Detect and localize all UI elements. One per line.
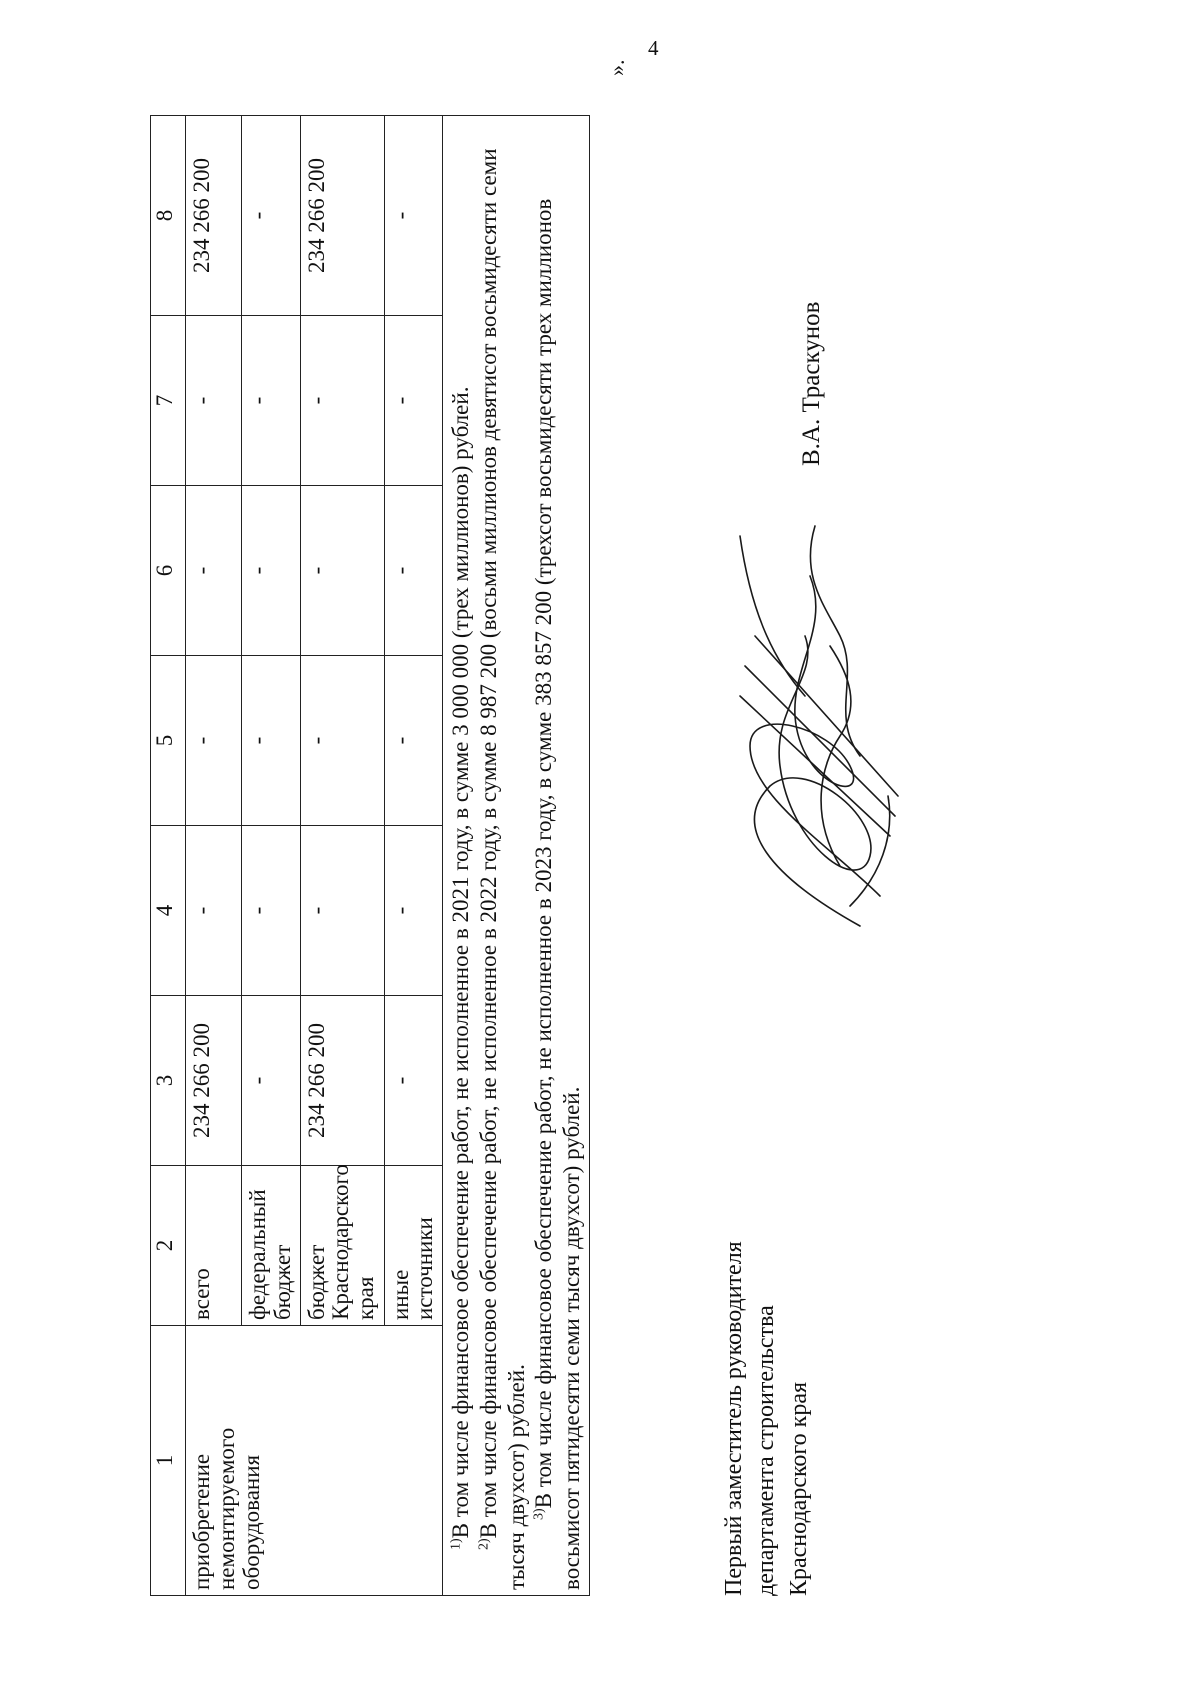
table-cell: -: [300, 826, 384, 996]
table-cell: -: [384, 656, 443, 826]
column-header: 2: [151, 1166, 186, 1326]
footnote-mark: 2): [476, 1538, 492, 1550]
page-number: 4: [648, 36, 659, 60]
table-cell: -: [242, 656, 301, 826]
column-header: 5: [151, 656, 186, 826]
footnotes: [443, 116, 590, 1596]
table-cell: -: [242, 826, 301, 996]
signatory-title: [718, 1241, 815, 1596]
footnote-text: В том числе финансовое обеспечение работ, не исполненное в 2022 году, в сумме 8 987 200 (восьми миллионов девятисот восьмидесяти семи тысяч двухсот) рублей.: [475, 148, 529, 1590]
signer-name: В.А. Траскунов: [798, 301, 825, 466]
item-label: приобретение немонтируемого оборудования: [186, 1326, 443, 1596]
handwritten-signature: [710, 516, 910, 936]
table-cell: -: [384, 486, 443, 656]
table-cell: -: [186, 316, 242, 486]
column-header: 7: [151, 316, 186, 486]
table-cell: -: [384, 116, 443, 316]
table-header-row: [151, 116, 186, 1596]
funding-source: бюджет Краснодарского края: [300, 1166, 384, 1326]
table-cell: -: [300, 316, 384, 486]
table-cell: 234 266 200: [186, 996, 242, 1166]
funding-source: иные источники: [384, 1166, 443, 1326]
column-header: 8: [151, 116, 186, 316]
column-header: 1: [151, 1326, 186, 1596]
table-cell: 234 266 200: [186, 116, 242, 316]
column-header: 6: [151, 486, 186, 656]
financing-table: [150, 115, 590, 1596]
table-cell: -: [384, 316, 443, 486]
closing-quote: ».: [604, 59, 629, 76]
table-cell: -: [242, 316, 301, 486]
table-cell: -: [186, 826, 242, 996]
footnote: [475, 121, 530, 1590]
table-cell: -: [186, 656, 242, 826]
table-cell: -: [242, 486, 301, 656]
table-cell: -: [300, 656, 384, 826]
table-cell: -: [242, 996, 301, 1166]
footnote-mark: 1): [448, 1538, 464, 1550]
funding-source: федеральный бюджет: [242, 1166, 301, 1326]
signatory-line: департамента строительства: [753, 1305, 780, 1596]
funding-source: всего: [186, 1166, 242, 1326]
table-cell: -: [384, 996, 443, 1166]
landscape-content: [150, 59, 1050, 1596]
table-cell: 234 266 200: [300, 996, 384, 1166]
footnotes-row: [443, 116, 590, 1596]
table-cell: -: [186, 486, 242, 656]
footnote: [447, 121, 475, 1590]
column-header: 3: [151, 996, 186, 1166]
footnote: [530, 121, 585, 1590]
signatory-line: Краснодарского края: [785, 1381, 812, 1596]
table-cell: -: [300, 486, 384, 656]
signatory-line: Первый заместитель руководителя: [721, 1241, 747, 1596]
table-cell: 234 266 200: [300, 116, 384, 316]
footnote-mark: 3): [531, 1508, 547, 1520]
column-header: 4: [151, 826, 186, 996]
table-cell: -: [242, 116, 301, 316]
footnote-text: В том числе финансовое обеспечение работ, не исполненное в 2021 году, в сумме 3 000 000 (трех миллионов) рублей.: [448, 386, 474, 1539]
table-cell: -: [384, 826, 443, 996]
footnote-text: В том числе финансовое обеспечение работ, не исполненное в 2023 году, в сумме 383 857 200 (трехсот восьмидесяти трех миллионов восьмисот пятидесяти семи тысяч двухсот) рублей.: [531, 198, 584, 1590]
table-row: [186, 116, 242, 1596]
